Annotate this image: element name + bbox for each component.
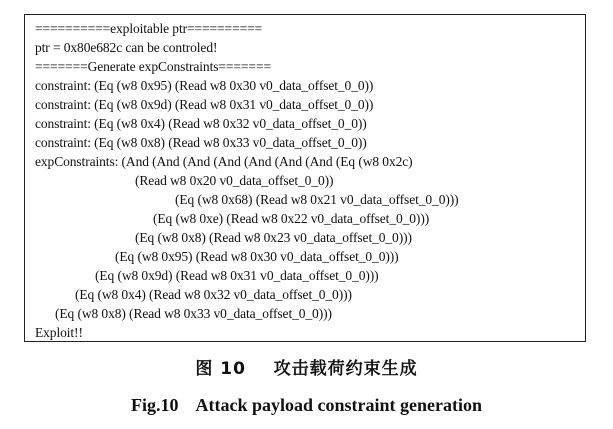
code-line: constraint: (Eq (w8 0x8) (Read w8 0x33 v0_data_offset_0_0)): [35, 135, 367, 150]
code-line: (Eq (w8 0x68) (Read w8 0x21 v0_data_offset_0_0))): [175, 192, 459, 207]
code-line: constraint: (Eq (w8 0x4) (Read w8 0x32 v0_data_offset_0_0)): [35, 116, 367, 131]
code-line: =======Generate expConstraints=======: [35, 59, 271, 74]
code-line: (Eq (w8 0xe) (Read w8 0x22 v0_data_offset_0_0))): [153, 211, 430, 226]
code-output-box: [24, 14, 586, 342]
code-line: constraint: (Eq (w8 0x95) (Read w8 0x30 v0_data_offset_0_0)): [35, 78, 374, 93]
code-line: (Eq (w8 0x8) (Read w8 0x33 v0_data_offset_0_0))): [55, 306, 332, 321]
code-line: (Eq (w8 0x4) (Read w8 0x32 v0_data_offset_0_0))): [75, 287, 352, 302]
code-line: Exploit!!: [35, 325, 83, 340]
code-line: (Read w8 0x20 v0_data_offset_0_0)): [135, 173, 334, 188]
code-line: (Eq (w8 0x95) (Read w8 0x30 v0_data_offset_0_0))): [115, 249, 399, 264]
figure-caption-english: Fig.10 Attack payload constraint generation: [131, 395, 482, 415]
code-line: ptr = 0x80e682c can be controled!: [35, 40, 218, 55]
code-line: constraint: (Eq (w8 0x9d) (Read w8 0x31 v0_data_offset_0_0)): [35, 97, 374, 112]
figure-caption-chinese: 图 10 攻击载荷约束生成: [195, 359, 418, 379]
code-line: expConstraints: (And (And (And (And (And (And (And (Eq (w8 0x2c): [35, 154, 413, 169]
code-line: ==========exploitable ptr==========: [35, 21, 263, 36]
code-line: (Eq (w8 0x9d) (Read w8 0x31 v0_data_offset_0_0))): [95, 268, 379, 283]
code-line: (Eq (w8 0x8) (Read w8 0x23 v0_data_offset_0_0))): [135, 230, 412, 245]
